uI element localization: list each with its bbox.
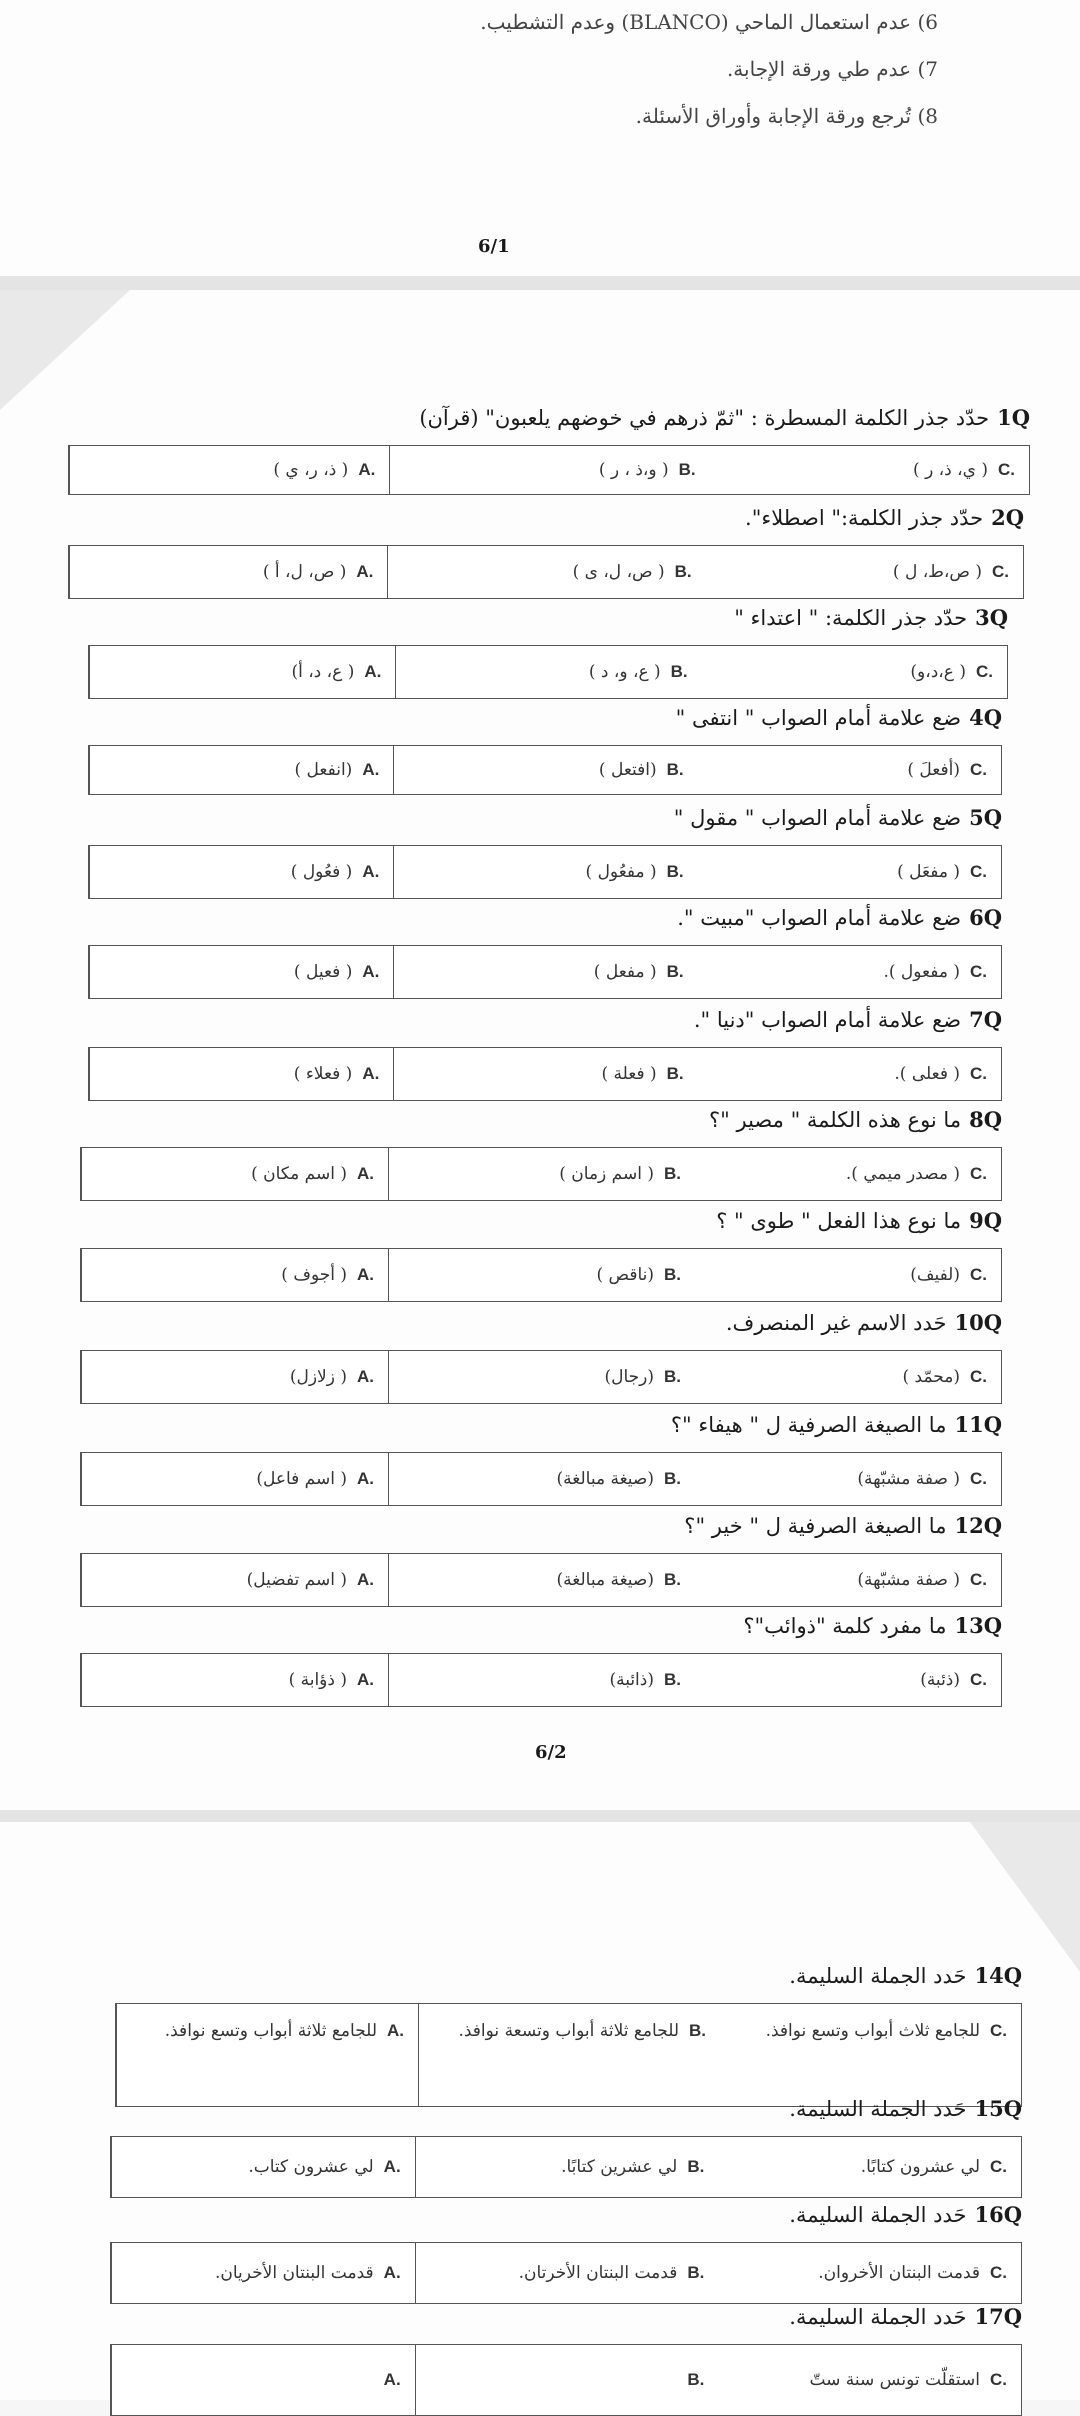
option-b[interactable] <box>387 546 705 598</box>
option-b[interactable] <box>388 1654 695 1706</box>
option-letter: A. <box>387 2021 404 2040</box>
option-b[interactable] <box>415 2243 719 2303</box>
option-letter: C. <box>991 562 1009 581</box>
option-letter: B. <box>670 662 688 681</box>
option-text: لي عشرين كتابًا. <box>561 2157 678 2177</box>
option-a[interactable] <box>111 2345 415 2415</box>
option-b[interactable] <box>395 646 701 698</box>
question-4-options <box>88 745 1002 795</box>
option-text: ( اسم مكان ) <box>251 1164 347 1184</box>
option-a[interactable] <box>81 1453 388 1505</box>
option-c[interactable] <box>710 446 1029 494</box>
instruction-num: 6) <box>917 10 938 34</box>
option-letter: C. <box>970 1469 987 1488</box>
option-letter: C. <box>990 2263 1008 2282</box>
option-b[interactable] <box>393 746 697 794</box>
option-text: قدمت البنتان الأخروان. <box>818 2263 981 2283</box>
option-a[interactable] <box>89 646 395 698</box>
question-text: حَدد الجملة السليمة. <box>789 2305 967 2329</box>
option-text: (محمّد ) <box>902 1367 960 1387</box>
question-number: 8Q <box>969 1107 1002 1132</box>
question-number: 14Q <box>974 1963 1022 1988</box>
option-letter: C. <box>969 862 987 881</box>
question-7-options <box>88 1047 1002 1101</box>
question-text: حَدد الجملة السليمة. <box>789 2203 967 2227</box>
option-c[interactable] <box>698 846 1001 898</box>
question-11-options <box>80 1452 1002 1506</box>
option-text: ( مفعل ) <box>593 962 657 982</box>
option-text: ( اسم زمان ) <box>559 1164 654 1184</box>
option-text: ( أجوف ) <box>281 1265 347 1285</box>
option-a[interactable] <box>81 1249 388 1301</box>
question-text: ضع علامة أمام الصواب " مقول " <box>673 806 962 830</box>
option-text: ( فعلة ) <box>601 1064 657 1084</box>
instruction-6 <box>480 10 938 34</box>
option-letter: C. <box>990 2370 1008 2389</box>
option-text: ( زلازل) <box>289 1367 347 1387</box>
option-c[interactable] <box>698 1048 1001 1100</box>
option-text: ( اسم فاعل) <box>256 1469 347 1489</box>
question-8-options <box>80 1147 1002 1201</box>
option-text: ( ع،د،و) <box>910 662 966 682</box>
option-text: ( فعيل ) <box>293 962 353 982</box>
option-text: ( ص، ل، ى ) <box>572 562 665 582</box>
option-letter: C. <box>969 760 987 779</box>
question-text: ما الصيغة الصرفية ل " خير "؟ <box>684 1514 947 1538</box>
option-text: ( ذ، ر، ي ) <box>273 460 349 480</box>
option-text: قدمت البنتان الأخريان. <box>214 2263 374 2283</box>
option-text: (افتعل ) <box>598 760 657 780</box>
option-letter: B. <box>664 1469 681 1488</box>
option-b[interactable] <box>388 1554 695 1606</box>
question-number: 15Q <box>974 2096 1022 2121</box>
question-2-title <box>745 505 1024 530</box>
question-16-title <box>789 2202 1022 2227</box>
page-gap <box>0 276 1080 290</box>
option-text: (لفيف) <box>910 1265 960 1285</box>
option-a[interactable] <box>81 1351 388 1403</box>
option-letter: B. <box>664 1670 681 1689</box>
option-c[interactable] <box>698 746 1001 794</box>
question-10-title <box>726 1310 1002 1335</box>
option-letter: C. <box>970 1570 987 1589</box>
option-b[interactable] <box>393 946 697 998</box>
option-a[interactable] <box>111 2243 415 2303</box>
option-text: للجامع ثلاث أبواب وتسع نوافذ. <box>765 2021 980 2041</box>
question-17-title <box>789 2304 1022 2329</box>
exam-page-1 <box>0 0 1080 276</box>
instruction-text: عدم طي ورقة الإجابة. <box>726 57 912 81</box>
option-text: ( مفعَل ) <box>897 862 960 882</box>
option-letter: C. <box>970 1164 987 1183</box>
question-3-title <box>734 605 1008 630</box>
option-a[interactable] <box>89 946 393 998</box>
question-text: ما مفرد كلمة "ذوائب"؟ <box>743 1614 947 1638</box>
option-text: ( ع، د، أ) <box>291 662 355 682</box>
option-letter: A. <box>362 862 380 881</box>
option-a[interactable] <box>89 846 393 898</box>
question-9-title <box>716 1208 1002 1233</box>
question-16-options <box>110 2242 1022 2304</box>
option-text: ( مفعُول ) <box>585 862 657 882</box>
option-c[interactable] <box>695 1453 1001 1505</box>
folded-corner <box>0 290 130 410</box>
option-letter: B. <box>689 2021 706 2040</box>
option-text: للجامع ثلاثة أبواب وتسعة نوافذ. <box>458 2021 679 2041</box>
instruction-num: 7) <box>917 57 938 81</box>
question-text: ضع علامة أمام الصواب " انتفى " <box>675 706 962 730</box>
question-5-options <box>88 845 1002 899</box>
option-letter: A. <box>364 662 382 681</box>
question-text: حَدد الجملة السليمة. <box>789 1964 967 1988</box>
option-b[interactable] <box>388 1351 695 1403</box>
question-number: 9Q <box>969 1208 1002 1233</box>
question-11-title <box>671 1412 1002 1437</box>
question-14-title <box>789 1963 1022 1988</box>
option-letter: B. <box>666 1064 684 1083</box>
question-text: حدّد جذر الكلمة: " اعتداء " <box>734 606 968 630</box>
option-letter: B. <box>678 460 696 479</box>
question-text: ضع علامة أمام الصواب "مبيت ". <box>677 906 962 930</box>
option-a[interactable] <box>89 746 393 794</box>
option-c[interactable] <box>720 2004 1021 2106</box>
instruction-8 <box>636 104 938 128</box>
option-text: لي عشرون كتاب. <box>248 2157 374 2177</box>
option-text: ( ص،ط، ل ) <box>892 562 982 582</box>
question-17-options <box>110 2344 1022 2416</box>
option-b[interactable] <box>388 1453 695 1505</box>
question-9-options <box>80 1248 1002 1302</box>
option-a[interactable] <box>111 2137 415 2197</box>
option-letter: C. <box>970 1265 987 1284</box>
option-letter: B. <box>687 2157 705 2176</box>
option-text: ( مصدر ميمي ). <box>845 1164 960 1184</box>
option-text: (صيغة مبالغة) <box>556 1570 654 1590</box>
question-number: 10Q <box>954 1310 1002 1335</box>
question-number: 5Q <box>969 805 1002 830</box>
question-15-options <box>110 2136 1022 2198</box>
question-number: 13Q <box>954 1613 1002 1638</box>
option-c[interactable] <box>695 1249 1001 1301</box>
option-text: ( مفعول ). <box>883 962 960 982</box>
option-a[interactable] <box>81 1654 388 1706</box>
option-letter: B. <box>664 1164 681 1183</box>
option-text: استقلّت تونس سنة ستّ <box>809 2370 981 2390</box>
question-5-title <box>674 805 1002 830</box>
question-text: ما نوع هذه الكلمة " مصير "؟ <box>709 1108 962 1132</box>
question-text: ما الصيغة الصرفية ل " هيفاء "؟ <box>670 1413 947 1437</box>
option-letter: A. <box>358 460 376 479</box>
option-c[interactable] <box>706 546 1023 598</box>
option-text: ( و،ذ ، ر ) <box>598 460 669 480</box>
question-number: 2Q <box>991 505 1024 530</box>
option-letter: A. <box>357 1265 374 1284</box>
option-text: ( ي، ذ، ر ) <box>913 460 988 480</box>
question-10-options <box>80 1350 1002 1404</box>
question-12-options <box>80 1553 1002 1607</box>
option-letter: B. <box>687 2370 705 2389</box>
question-number: 6Q <box>969 905 1002 930</box>
option-text: لي عشرون كتابًا. <box>860 2157 981 2177</box>
question-3-options <box>88 645 1008 699</box>
option-b[interactable] <box>389 446 709 494</box>
option-letter: C. <box>969 1064 987 1083</box>
option-a[interactable] <box>81 1554 388 1606</box>
option-text: (انفعل ) <box>294 760 353 780</box>
option-text: ( ع، و، د ) <box>588 662 661 682</box>
option-letter: B. <box>664 1265 681 1284</box>
option-b[interactable] <box>388 1148 695 1200</box>
option-letter: A. <box>383 2157 401 2176</box>
option-letter: C. <box>970 1367 987 1386</box>
question-13-options <box>80 1653 1002 1707</box>
question-number: 12Q <box>954 1513 1002 1538</box>
option-c[interactable] <box>695 1554 1001 1606</box>
question-1-title <box>419 405 1030 430</box>
option-text: ( صفة مشبّهة) <box>857 1469 960 1489</box>
option-a[interactable] <box>81 1148 388 1200</box>
option-letter: B. <box>674 562 692 581</box>
option-text: قدمت البنتان الأخرتان. <box>518 2263 678 2283</box>
option-letter: A. <box>362 962 380 981</box>
question-number: 4Q <box>969 705 1002 730</box>
option-text: ( اسم تفضيل) <box>246 1570 347 1590</box>
option-text: ( صفة مشبّهة) <box>857 1570 960 1590</box>
question-text: حدّد جذر الكلمة:" اصطلاء". <box>745 506 984 530</box>
question-text: ما نوع هذا الفعل " طوى " ؟ <box>716 1209 962 1233</box>
option-c[interactable] <box>695 1148 1001 1200</box>
question-number: 7Q <box>969 1007 1002 1032</box>
option-c[interactable] <box>718 2345 1021 2415</box>
option-letter: C. <box>990 2021 1007 2040</box>
option-b[interactable] <box>418 2004 720 2106</box>
instruction-7 <box>727 57 938 81</box>
option-letter: B. <box>664 1367 681 1386</box>
question-2-options <box>68 545 1024 599</box>
question-number: 17Q <box>974 2304 1022 2329</box>
option-text: للجامع ثلاثة أبواب وتسع نوافذ. <box>164 2021 377 2041</box>
option-letter: B. <box>666 760 684 779</box>
option-letter: A. <box>357 1570 374 1589</box>
option-c[interactable] <box>718 2137 1021 2197</box>
option-text: ( فعلى ). <box>894 1064 960 1084</box>
page-gap <box>0 1810 1080 1822</box>
page-number: 6/1 <box>478 236 510 257</box>
option-letter: C. <box>969 962 987 981</box>
option-letter: A. <box>357 1469 374 1488</box>
option-letter: A. <box>383 2370 401 2389</box>
option-text: ( ذؤابة ) <box>288 1670 347 1690</box>
option-text: (صيغة مبالغة) <box>556 1469 654 1489</box>
option-letter: A. <box>356 562 374 581</box>
option-c[interactable] <box>695 1654 1001 1706</box>
option-b[interactable] <box>388 1249 695 1301</box>
option-a[interactable] <box>89 1048 393 1100</box>
option-b[interactable] <box>415 2345 719 2415</box>
question-number: 1Q <box>997 405 1030 430</box>
option-letter: C. <box>990 2157 1008 2176</box>
option-c[interactable] <box>698 946 1001 998</box>
question-7-title <box>694 1007 1002 1032</box>
option-b[interactable] <box>393 846 697 898</box>
instruction-text: عدم استعمال الماحي (BLANCO) وعدم التشطيب. <box>480 10 912 34</box>
option-c[interactable] <box>702 646 1007 698</box>
instruction-text: تُرجع ورقة الإجابة وأوراق الأسئلة. <box>635 104 912 128</box>
option-text: ( فعلاء ) <box>293 1064 353 1084</box>
option-letter: C. <box>970 1670 987 1689</box>
question-13-title <box>743 1613 1002 1638</box>
question-14-options <box>115 2003 1022 2107</box>
question-6-options <box>88 945 1002 999</box>
question-6-title <box>677 905 1002 930</box>
option-letter: A. <box>357 1164 374 1183</box>
option-letter: A. <box>362 1064 380 1083</box>
question-12-title <box>684 1513 1002 1538</box>
option-text: (ذائبة) <box>609 1670 654 1690</box>
option-c[interactable] <box>718 2243 1021 2303</box>
option-c[interactable] <box>695 1351 1001 1403</box>
option-letter: B. <box>666 862 684 881</box>
option-b[interactable] <box>415 2137 719 2197</box>
option-text: (أفعلَ ) <box>907 760 960 780</box>
option-letter: B. <box>687 2263 705 2282</box>
folded-corner <box>970 1822 1080 1972</box>
question-8-title <box>709 1107 1002 1132</box>
option-letter: A. <box>357 1670 374 1689</box>
question-1-options <box>68 445 1030 495</box>
option-a[interactable] <box>69 446 389 494</box>
question-number: 11Q <box>954 1412 1002 1437</box>
question-text: حدّد جذر الكلمة المسطرة : "ثمّ ذرهم في خوضهم يلعبون" (قرآن) <box>419 406 990 430</box>
option-text: (رجال) <box>604 1367 654 1387</box>
question-text: ضع علامة أمام الصواب "دنيا ". <box>693 1008 962 1032</box>
option-text: (ناقص ) <box>596 1265 654 1285</box>
option-letter: C. <box>997 460 1015 479</box>
option-letter: A. <box>362 760 380 779</box>
option-letter: B. <box>666 962 684 981</box>
option-letter: B. <box>664 1570 681 1589</box>
page-number: 6/2 <box>535 1742 567 1763</box>
question-4-title <box>676 705 1002 730</box>
option-letter: A. <box>383 2263 401 2282</box>
question-text: حَدد الجملة السليمة. <box>789 2097 967 2121</box>
option-text: ( ص، ل، أ ) <box>262 562 347 582</box>
option-a[interactable] <box>116 2004 418 2106</box>
question-text: حَدد الاسم غير المنصرف. <box>725 1311 947 1335</box>
option-letter: A. <box>357 1367 374 1386</box>
option-text: ( فعُول ) <box>290 862 353 882</box>
instruction-num: 8) <box>917 104 938 128</box>
option-a[interactable] <box>69 546 387 598</box>
question-15-title <box>789 2096 1022 2121</box>
option-text: (ذئبة) <box>920 1670 960 1690</box>
option-letter: C. <box>975 662 993 681</box>
option-b[interactable] <box>393 1048 697 1100</box>
question-number: 16Q <box>974 2202 1022 2227</box>
question-number: 3Q <box>975 605 1008 630</box>
